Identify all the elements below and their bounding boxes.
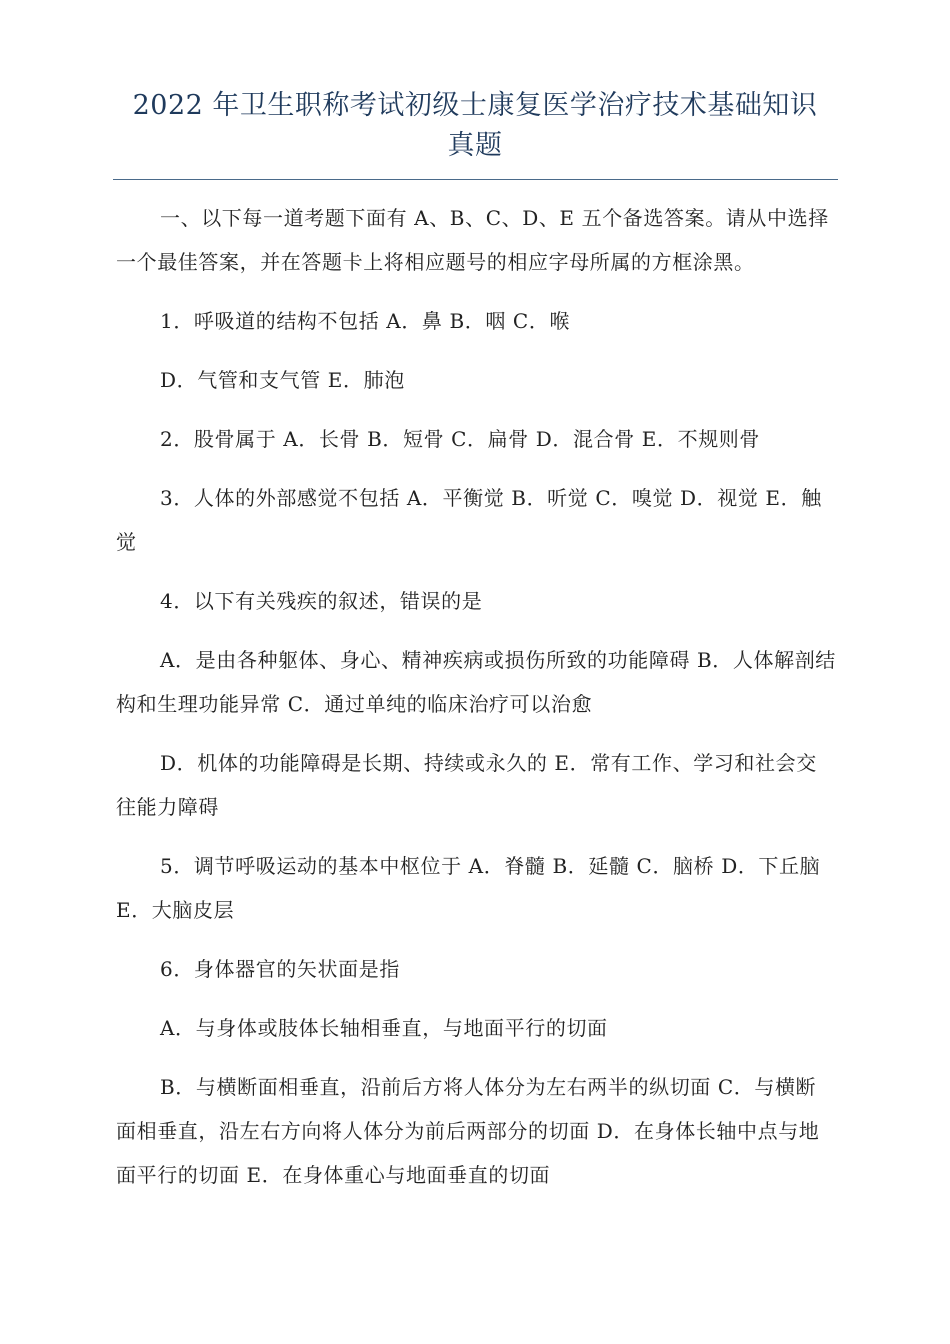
document-title: [100, 86, 850, 166]
question-6: 6．身体器官的矢状面是指: [160, 957, 400, 981]
question-3: 3．人体的外部感觉不包括 A．平衡觉 B．听觉 C．嗅觉 D．视觉 E．触觉: [116, 486, 822, 554]
title-line-1: 2022 年卫生职称考试初级士康复医学治疗技术基础知识: [132, 90, 818, 121]
question-6-options-b-e: B．与横断面相垂直，沿前后方将人体分为左右两半的纵切面 C．与横断面相垂直，沿左右方向将人体分为前后两部分的切面 D．在身体长轴中点与地面平行的切面 E．在身体重心与地面垂直的切面: [116, 1075, 820, 1187]
question-6-option-a: A．与身体或肢体长轴相垂直，与地面平行的切面: [160, 1016, 608, 1040]
question-5: 5．调节呼吸运动的基本中枢位于 A．脊髓 B．延髓 C．脑桥 D．下丘脑 E．大脑皮层: [116, 854, 821, 922]
question-4-options-a-c: A．是由各种躯体、身心、精神疾病或损伤所致的功能障碍 B．人体解剖结构和生理功能异常 C．通过单纯的临床治疗可以治愈: [116, 648, 836, 716]
question-2: 2．股骨属于 A．长骨 B．短骨 C．扁骨 D．混合骨 E．不规则骨: [160, 427, 760, 451]
instructions-paragraph: 一、以下每一道考题下面有 A、B、C、D、E 五个备选答案。请从中选择一个最佳答案，并在答题卡上将相应题号的相应字母所属的方框涂黑。: [116, 206, 829, 274]
question-4-options-d-e: D．机体的功能障碍是长期、持续或永久的 E．常有工作、学习和社会交往能力障碍: [116, 751, 817, 819]
document-body: [116, 196, 836, 1197]
question-1-options: D．气管和支气管 E．肺泡: [160, 368, 405, 392]
question-1: 1．呼吸道的结构不包括 A．鼻 B．咽 C．喉: [160, 309, 571, 333]
title-divider: [113, 179, 838, 180]
title-line-2: 真题: [447, 130, 503, 161]
question-4: 4．以下有关残疾的叙述，错误的是: [160, 589, 483, 613]
